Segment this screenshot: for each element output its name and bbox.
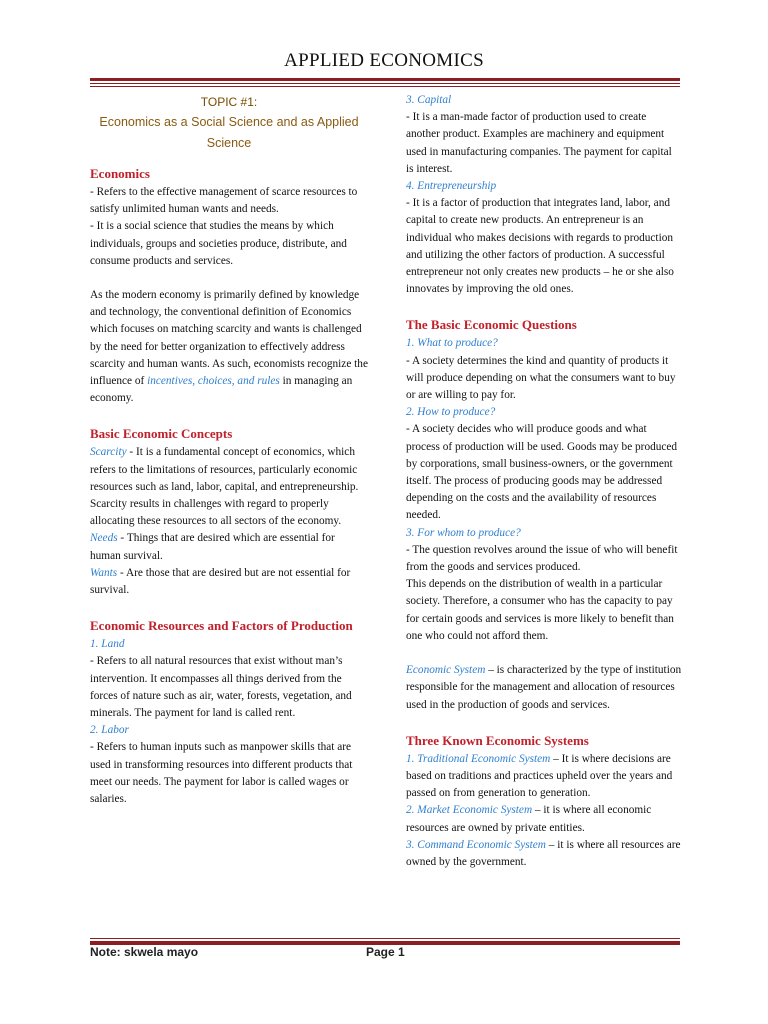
heading-basic-questions: The Basic Economic Questions [406, 317, 577, 333]
concept-needs: Needs - Things that are desired which are essential for human survival. [90, 532, 335, 562]
answer-how: - A society decides who will produce goods and what process of production will be used. Goods may be produced by corporations, small business-owners, or the government itself. The process of producing goods may be addressed depending on the costs and the availability of resources needed. [406, 423, 678, 522]
incentives-link: incentives, choices, and rules [147, 375, 280, 388]
economics-modern-paragraph: As the modern economy is primarily defined by knowledge and technology, the conventional definition of Economics which focuses on matching scarcity and wants is challenged by the need for better organization to effectively address scarcity and human wants. As such, economists recognize the influence of incentives, choices, and rules in managing an economy. [90, 289, 368, 405]
economic-system-definition: Economic System – is characterized by the type of institution responsible for the management and allocation of resources used in the production of goods and services. [406, 664, 682, 711]
header-rule [90, 78, 680, 87]
question-how: 2. How to produce? [406, 406, 496, 419]
answer-for-whom-b: This depends on the distribution of wealth in a particular society. Therefore, a consumer who has the capacity to pay for certain goods and services is more likely to benefit than one who could not afford them. [406, 578, 674, 642]
question-what: 1. What to produce? [406, 337, 498, 350]
document-title: APPLIED ECONOMICS [284, 50, 484, 71]
footer-note: Note: skwela mayo [90, 945, 199, 959]
system-traditional: 1. Traditional Economic System – It is where decisions are based on traditions and practices upheld over the years and passed on from generation to generation. [406, 752, 673, 800]
system-command: 3. Command Economic System – it is where all resources are owned by the government. [406, 838, 681, 868]
resource-capital-term: 3. Capital [406, 94, 452, 106]
heading-basic-concepts: Basic Economic Concepts [90, 426, 233, 442]
heading-three-systems: Three Known Economic Systems [406, 732, 589, 748]
economics-definition: - Refers to the effective management of scarce resources to satisfy unlimited human wants and needs. [90, 186, 358, 216]
topic-subtitle: Economics as a Social Science and as Applied Science [99, 115, 359, 150]
heading-economics: Economics [90, 166, 150, 181]
concept-wants: Wants - Are those that are desired but are not essential for survival. [90, 566, 351, 597]
resource-entrepreneurship-term: 4. Entrepreneurship [406, 180, 497, 193]
heading-economic-resources: Economic Resources and Factors of Production [90, 618, 353, 634]
right-column [406, 92, 682, 871]
resource-land-term: 1. Land [90, 638, 125, 651]
left-column [90, 92, 368, 808]
resource-labor-text: - Refers to human inputs such as manpower skills that are used in transforming resources into different products that meet our needs. The payment for labor is called wages or salaries. [90, 741, 353, 806]
resource-land-text: - Refers to all natural resources that exist without man’s intervention. It encompasses all things derived from the forces of nature such as air, water, forests, vegetation, and minerals. The payment for land is called rent. [90, 655, 352, 720]
resource-labor-term: 2. Labor [90, 724, 129, 737]
answer-what: - A society determines the kind and quantity of products it will produce depending on what the consumers want to buy or are willing to pay for. [406, 354, 676, 402]
answer-for-whom-a: - The question revolves around the issue of who will benefit from the goods and services produced. [406, 543, 678, 574]
economics-social-science: - It is a social science that studies the means by which individuals, groups and societies produce, distribute, and consume products and services. [90, 220, 347, 267]
footer-rule [90, 936, 680, 945]
question-for-whom: 3. For whom to produce? [406, 526, 521, 539]
resource-capital-text: - It is a man-made factor of production used to create another product. Examples are machinery and equipment used in manufacturing companies. The payment for capital is interest. [406, 111, 672, 175]
topic-label: TOPIC #1: [200, 95, 258, 109]
resource-entrepreneurship-text: - It is a factor of production that integrates land, labor, and capital to create new products. An entrepreneur is an individual who makes decisions with regards to production and utilizing the other factors of production. A successful entrepreneur not only creates new products – he or she also innovates by improving the old ones. [406, 197, 674, 296]
page-number: Page 1 [366, 945, 405, 959]
concept-scarcity: Scarcity - It is a fundamental concept of economics, which refers to the limitations of resources, particularly economic resources such as land, labor, capital, and entrepreneurship. Scarcity results in challenges with regard to properly allocating these resources to all sectors of the economy. [90, 446, 359, 528]
system-market: 2. Market Economic System – it is where all economic resources are owned by private entities. [406, 804, 652, 834]
